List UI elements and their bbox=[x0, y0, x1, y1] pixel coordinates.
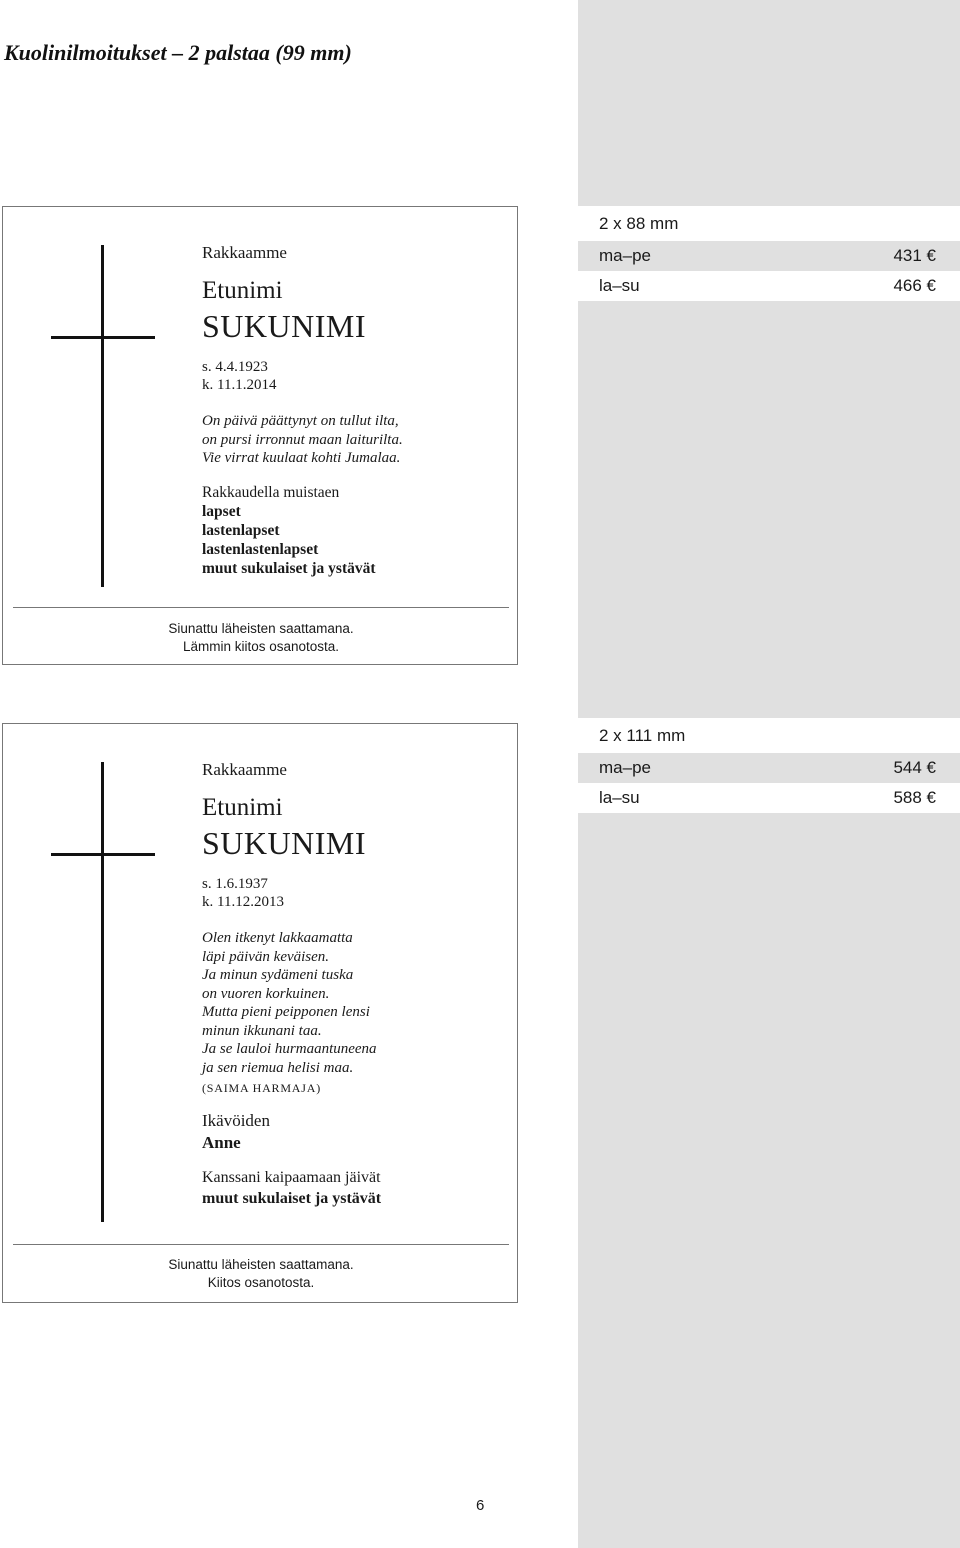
ad-surname: SUKUNIMI bbox=[202, 825, 366, 861]
mourner-line: lastenlapset bbox=[202, 522, 280, 539]
ad-size-label: 2 x 88 mm bbox=[599, 214, 679, 233]
poem-line: Olen itkenyt lakkaamatta bbox=[202, 930, 353, 946]
ad-surname: SUKUNIMI bbox=[202, 308, 366, 344]
footer-line: Kiitos osanotosta. bbox=[207, 1275, 315, 1290]
ad-footer bbox=[3, 620, 519, 656]
ad-divider bbox=[13, 607, 509, 608]
obituary-ad-111mm bbox=[2, 723, 518, 1303]
mourner-line: muut sukulaiset ja ystävät bbox=[202, 1190, 382, 1207]
mourner-line: lastenlastenlapset bbox=[202, 541, 319, 558]
ad-first-name: Etunimi bbox=[202, 277, 283, 304]
obituary-ad-88mm bbox=[2, 206, 518, 665]
price-panel-111mm bbox=[578, 718, 960, 813]
ad-birth-date: s. 1.6.1937 bbox=[202, 876, 268, 892]
mourner-line: muut sukulaiset ja ystävät bbox=[202, 560, 376, 577]
mourners-intro: Rakkaudella muistaen bbox=[202, 484, 340, 501]
poem-line: Ja minun sydämeni tuska bbox=[202, 967, 354, 983]
ad-death-date: k. 11.1.2014 bbox=[202, 377, 277, 393]
ad-mourners bbox=[202, 1110, 270, 1154]
price-amount: 588 € bbox=[893, 788, 936, 807]
ad-mourners-secondary bbox=[202, 1167, 381, 1209]
poem-line: on vuoren korkuinen. bbox=[202, 985, 330, 1002]
footer-line: Siunattu läheisten saattamana. bbox=[168, 1257, 354, 1272]
price-panel-88mm bbox=[578, 206, 960, 301]
footer-line: Siunattu läheisten saattamana. bbox=[168, 621, 354, 636]
price-days: la–su bbox=[599, 788, 640, 807]
ad-dates bbox=[202, 358, 276, 394]
cross-icon-vertical bbox=[101, 245, 104, 587]
ad-poem bbox=[202, 412, 403, 468]
poem-line: Mutta pieni peipponen lensi bbox=[202, 1004, 370, 1020]
cross-icon-horizontal bbox=[51, 853, 155, 856]
footer-line: Lämmin kiitos osanotosta. bbox=[182, 639, 340, 654]
price-days: ma–pe bbox=[599, 246, 651, 265]
mourner-line: Anne bbox=[202, 1133, 241, 1152]
poem-line: minun ikkunani taa. bbox=[202, 1022, 322, 1039]
ad-first-name: Etunimi bbox=[202, 794, 283, 821]
ad-dates bbox=[202, 875, 284, 911]
page-title: Kuolinilmoitukset – 2 palstaa (99 mm) bbox=[4, 40, 352, 65]
poem-line: on pursi irronnut maan laiturilta. bbox=[202, 431, 403, 448]
poem-line: läpi päivän keväisen. bbox=[202, 948, 330, 965]
poem-author: (SAIMA HARMAJA) bbox=[202, 1081, 322, 1095]
ad-footer bbox=[3, 1256, 519, 1292]
price-amount: 466 € bbox=[893, 276, 936, 295]
price-days: ma–pe bbox=[599, 758, 651, 777]
price-days: la–su bbox=[599, 276, 640, 295]
ad-death-date: k. 11.12.2013 bbox=[202, 894, 284, 910]
mourners-intro: Ikävöiden bbox=[202, 1111, 270, 1130]
mourners-intro: Kanssani kaipaamaan jäivät bbox=[202, 1169, 381, 1186]
poem-line: Vie virrat kuulaat kohti Jumalaa. bbox=[202, 450, 401, 466]
price-amount: 544 € bbox=[893, 758, 936, 777]
poem-line: On päivä päättynyt on tullut ilta, bbox=[202, 413, 399, 429]
price-row-weekday bbox=[578, 241, 960, 271]
price-amount: 431 € bbox=[893, 246, 936, 265]
ad-birth-date: s. 4.4.1923 bbox=[202, 359, 268, 375]
ad-intro: Rakkaamme bbox=[202, 760, 287, 779]
price-row-weekday bbox=[578, 753, 960, 783]
mourner-line: lapset bbox=[202, 503, 241, 520]
ad-divider bbox=[13, 1244, 509, 1245]
price-row-weekend bbox=[578, 783, 960, 813]
ad-poem bbox=[202, 929, 377, 1098]
ad-intro: Rakkaamme bbox=[202, 243, 287, 262]
cross-icon-horizontal bbox=[51, 336, 155, 339]
page-number: 6 bbox=[476, 1497, 485, 1514]
ad-mourners bbox=[202, 483, 376, 578]
poem-line: Ja se lauloi hurmaantuneena bbox=[202, 1041, 377, 1057]
poem-line: ja sen riemua helisi maa. bbox=[202, 1059, 354, 1076]
ad-size-label: 2 x 111 mm bbox=[599, 726, 686, 745]
price-row-weekend bbox=[578, 271, 960, 301]
cross-icon-vertical bbox=[101, 762, 104, 1222]
